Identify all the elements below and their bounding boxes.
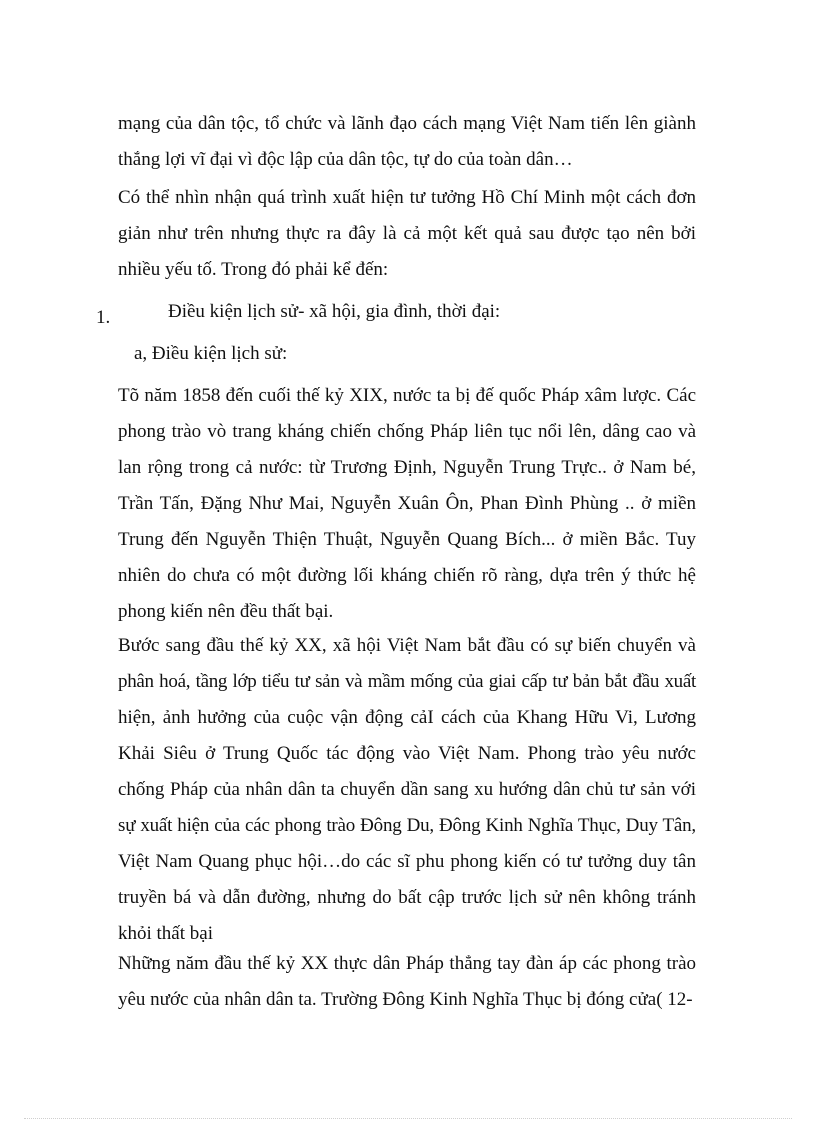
text-line: truyền bá và dẫn đường, nhưng do bất cập trước lịch sử nên không tránh [118,887,696,908]
text-line: sự xuất hiện của các phong trào Đông Du, Đông Kinh Nghĩa Thục, Duy Tân, [118,815,696,836]
section-number: 1. [96,307,111,328]
paragraph-4 [118,628,696,952]
text-line: thắng lợi vĩ đại vì độc lập của dân tộc, tự do của toàn dân… [118,149,573,170]
page-bottom-divider [24,1118,792,1119]
text-line: chống Pháp của nhân dân ta chuyển dần sang xu hướng dân chủ tư sản với [118,779,696,800]
text-line: khỏi thất bại [118,923,213,944]
text-line: Khải Siêu ở Trung Quốc tác động vào Việt Nam. Phong trào yêu nước [118,743,696,764]
text-line: phong trào vò trang kháng chiến chống Pháp liên tục nổi lên, dâng cao và [118,421,696,442]
text-line: nhiên do chưa có một đường lối kháng chiến rõ ràng, dựa trên ý thức hệ [118,565,696,586]
paragraph-3 [118,378,696,630]
text-line: Việt Nam Quang phục hội…do các sĩ phu phong kiến có tư tưởng duy tân [118,851,696,872]
text-line: phân hoá, tầng lớp tiểu tư sản và mầm mống của giai cấp tư bản bắt đầu xuất [118,671,696,692]
text-line: Trung đến Nguyễn Thiện Thuật, Nguyễn Quang Bích... ở miền Bắc. Tuy [118,529,696,550]
text-line: Có thể nhìn nhận quá trình xuất hiện tư tưởng Hồ Chí Minh một cách đơn [118,187,696,208]
text-line: lan rộng trong cả nước: từ Trương Định, Nguyễn Trung Trực.. ở Nam bé, [118,457,696,478]
text-line: hiện, ảnh hưởng của cuộc vận động cảI cách của Khang Hữu Vi, Lương [118,707,696,728]
text-line: mạng của dân tộc, tổ chức và lãnh đạo cách mạng Việt Nam tiến lên giành [118,113,696,134]
text-line: Bước sang đầu thế kỷ XX, xã hội Việt Nam bắt đầu có sự biến chuyển và [118,635,696,656]
text-line: Những năm đầu thế kỷ XX thực dân Pháp thẳng tay đàn áp các phong trào [118,953,696,974]
section-heading: Điều kiện lịch sử- xã hội, gia đình, thời đại: [168,301,501,322]
text-line: giản như trên nhưng thực ra đây là cả một kết quả sau được tạo nên bởi [118,223,696,244]
paragraph-1 [118,106,696,178]
text-line: Tõ năm 1858 đến cuối thế kỷ XIX, nước ta bị đế quốc Pháp xâm lược. Các [118,385,696,406]
text-line: nhiều yếu tố. Trong đó phải kể đến: [118,259,389,280]
paragraph-5 [118,946,696,1018]
subsection-heading: a, Điều kiện lịch sử: [134,343,288,364]
text-line: phong kiến nên đều thất bại. [118,601,334,622]
text-line: Trần Tấn, Đặng Như Mai, Nguyễn Xuân Ôn, Phan Đình Phùng .. ở miền [118,493,696,514]
text-line: yêu nước của nhân dân ta. Trường Đông Kinh Nghĩa Thục bị đóng cửa( 12- [118,989,693,1010]
paragraph-2 [118,180,696,288]
